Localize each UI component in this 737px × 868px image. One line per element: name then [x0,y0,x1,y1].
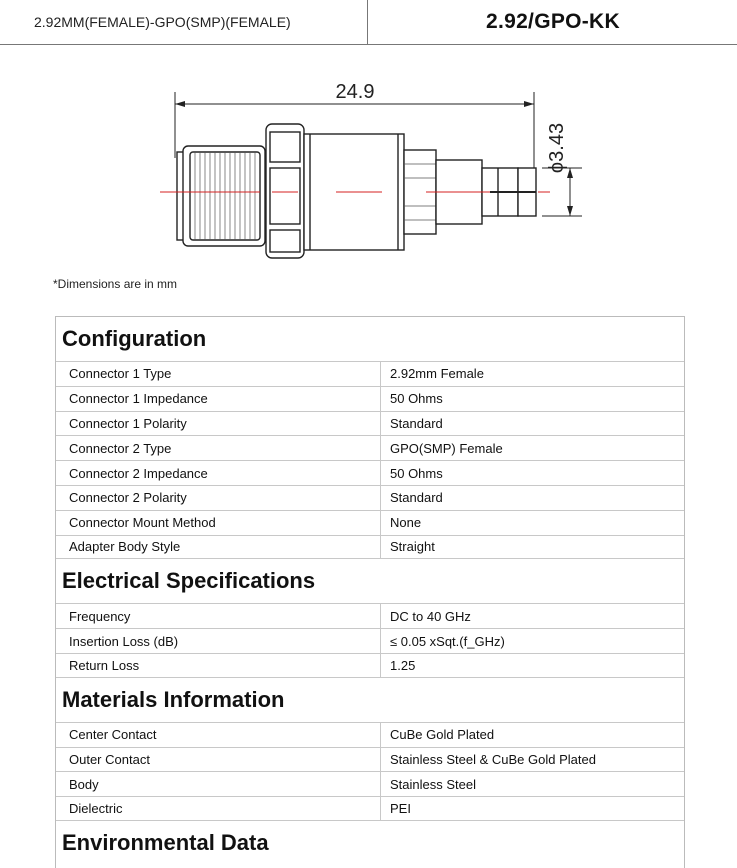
spec-label: Return Loss [56,654,381,677]
spec-value: 50 Ohms [390,465,443,481]
spec-row [56,435,684,460]
spec-label: Outer Contact [56,748,381,772]
section-rows [56,361,684,559]
page-header [0,0,737,45]
section-title: Environmental Data [62,829,269,855]
spec-value: 1.25 [390,657,416,673]
spec-label: Connector 2 Type [56,436,381,460]
diameter-dimension-label: ϕ3.43 [546,122,568,174]
spec-row [56,510,684,535]
spec-value: None [390,515,422,531]
spec-row [56,722,684,747]
section-title: Materials Information [62,686,285,712]
part-number: 2.92/GPO-KK [485,10,620,33]
spec-label: Connector 1 Type [56,362,381,386]
spec-value: DC to 40 GHz [390,608,471,624]
spec-row [56,771,684,796]
spec-row [56,411,684,436]
section-title: Configuration [62,326,207,351]
product-description: 2.92MM(FEMALE)-GPO(SMP)(FEMALE) [0,0,368,44]
spec-value: PEI [390,801,411,817]
spec-row [56,747,684,772]
spec-label: Center Contact [56,723,381,747]
spec-row [56,603,684,628]
spec-row [56,485,684,510]
spec-value: ≤ 0.05 xSqt.(f_GHz) [390,633,505,649]
dimensions-note: *Dimensions are in mm [53,277,178,291]
spec-value: Stainless Steel & CuBe Gold Plated [390,751,596,767]
spec-value: GPO(SMP) Female [390,440,503,456]
specifications-table [55,316,685,868]
spec-row [56,796,684,821]
spec-row [56,361,684,386]
spec-label: Body [56,772,381,796]
spec-value: Straight [390,539,435,555]
spec-label: Connector 2 Polarity [56,486,381,510]
spec-label: Connector 1 Impedance [56,387,381,411]
spec-value: 50 Ohms [390,391,443,407]
spec-label: Frequency [56,604,381,628]
section-rows [56,722,684,821]
spec-row [56,628,684,653]
spec-label: Connector 2 Impedance [56,461,381,485]
spec-row [56,653,684,678]
spec-label: Connector Mount Method [56,511,381,535]
spec-value: 2.92mm Female [390,366,484,382]
section-title: Electrical Specifications [62,568,316,594]
spec-label: Adapter Body Style [56,536,381,559]
spec-label: Dielectric [56,797,381,820]
spec-value: Stainless Steel [390,776,476,792]
adapter-drawing [150,68,590,268]
section-rows [56,603,684,677]
spec-row [56,386,684,411]
spec-value: Standard [390,490,443,506]
spec-label: Insertion Loss (dB) [56,629,381,653]
spec-value: CuBe Gold Plated [390,727,495,743]
length-dimension-label: 24.9 [335,81,375,103]
spec-value: Standard [390,415,443,431]
spec-row [56,535,684,560]
spec-label: Connector 1 Polarity [56,412,381,436]
spec-row [56,460,684,485]
